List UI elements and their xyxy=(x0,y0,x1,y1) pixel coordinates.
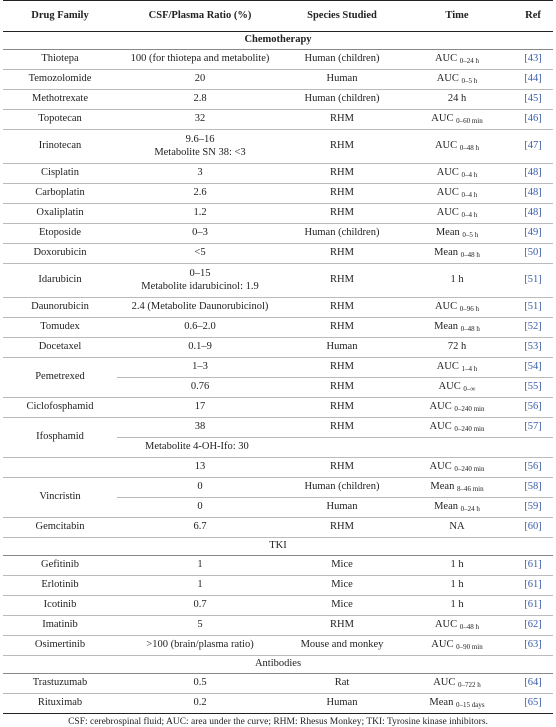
cell-ratio: Metabolite 4-OH-Ifo: 30 xyxy=(117,438,401,458)
cell-ratio: 17 xyxy=(117,398,283,418)
cell-time: AUC $_{0-240 min}$ xyxy=(401,398,513,418)
cell-ref xyxy=(513,70,553,90)
reference-link[interactable]: [55] xyxy=(524,381,542,393)
cell-drug: Rituximab xyxy=(3,694,117,714)
ratio-line: 0–15 xyxy=(189,268,211,279)
cell-drug: Icotinib xyxy=(3,596,117,616)
cell-ratio xyxy=(117,264,283,298)
cell-ref xyxy=(513,378,553,398)
cell-species: Human xyxy=(283,694,401,714)
reference-link[interactable]: [61] xyxy=(524,599,542,611)
table-row xyxy=(3,398,553,418)
cell-drug: Docetaxel xyxy=(3,338,117,358)
table-row xyxy=(3,90,553,110)
time-subscript: 0–24 h xyxy=(459,57,480,66)
cell-drug: Imatinib xyxy=(3,616,117,636)
cell-species: RHM xyxy=(283,298,401,318)
table-row xyxy=(3,616,553,636)
reference-link[interactable]: [43] xyxy=(524,53,542,65)
cell-time: AUC $_{0-24 h}$ xyxy=(401,50,513,70)
cell-time: AUC $_{0-\infty}$ xyxy=(401,378,513,398)
table-row xyxy=(3,556,553,576)
reference-link[interactable]: [48] xyxy=(524,207,542,219)
cell-ref xyxy=(513,556,553,576)
cell-ratio: 1 xyxy=(117,576,283,596)
reference-link[interactable]: [61] xyxy=(524,579,542,591)
reference-link[interactable]: [61] xyxy=(524,559,542,571)
table-row xyxy=(3,204,553,224)
cell-ref xyxy=(513,398,553,418)
reference-link[interactable]: [51] xyxy=(524,274,542,286)
time-subscript: 0–240 min xyxy=(454,465,485,474)
cell-ref xyxy=(513,636,553,656)
cell-species: RHM xyxy=(283,110,401,130)
header-drug-family: Drug Family xyxy=(3,1,117,32)
cell-time: AUC $_{0-722 h}$ xyxy=(401,674,513,694)
cell-ratio: 0–3 xyxy=(117,224,283,244)
reference-link[interactable]: [53] xyxy=(524,341,542,353)
cell-ref xyxy=(513,358,553,378)
cell-species: RHM xyxy=(283,358,401,378)
reference-link[interactable]: [48] xyxy=(524,187,542,199)
cell-ref xyxy=(513,224,553,244)
cell-ref xyxy=(513,90,553,110)
cell-ref xyxy=(513,576,553,596)
cell-species: RHM xyxy=(283,264,401,298)
reference-link[interactable]: [49] xyxy=(524,227,542,239)
cell-ref xyxy=(513,204,553,224)
cell-species: RHM xyxy=(283,204,401,224)
cell-time: AUC $_{0-5 h}$ xyxy=(401,70,513,90)
time-subscript: 0–48 h xyxy=(460,251,480,260)
cell-drug: Thiotepa xyxy=(3,50,117,70)
cell-species: Human xyxy=(283,498,401,518)
cell-time: AUC $_{0-48 h}$ xyxy=(401,616,513,636)
table-row xyxy=(3,576,553,596)
table-row xyxy=(3,596,553,616)
cell-species: Human (children) xyxy=(283,478,401,498)
cell-ref xyxy=(513,518,553,538)
cell-time: AUC $_{0-240 min}$ xyxy=(401,458,513,478)
cell-ratio: 2.8 xyxy=(117,90,283,110)
cell-ratio: 1 xyxy=(117,556,283,576)
header-ref: Ref xyxy=(513,1,553,32)
cell-ref xyxy=(513,478,553,498)
cell-species: Human xyxy=(283,338,401,358)
cell-time: Mean $_{0-48 h}$ xyxy=(401,318,513,338)
cell-drug: Irinotecan xyxy=(3,130,117,164)
reference-link[interactable]: [44] xyxy=(524,73,542,85)
cell-ratio: 32 xyxy=(117,110,283,130)
time-subscript: 1–4 h xyxy=(461,365,478,374)
cell-ratio: 0 xyxy=(117,498,283,518)
cell-species: Mice xyxy=(283,556,401,576)
cell-species: Mice xyxy=(283,576,401,596)
cell-time: Mean $_{8-46 min}$ xyxy=(401,478,513,498)
cell-ratio: 2.4 (Metabolite Daunorubicinol) xyxy=(117,298,283,318)
cell-species: Human xyxy=(283,70,401,90)
cell-time: 1 h xyxy=(401,576,513,596)
reference-link[interactable]: [63] xyxy=(524,639,542,651)
section-title: Chemotherapy xyxy=(3,32,553,50)
cell-ratio: 0 xyxy=(117,478,283,498)
table-body xyxy=(3,32,553,714)
cell-ref xyxy=(513,596,553,616)
cell-time: AUC $_{1-4 h}$ xyxy=(401,358,513,378)
cell-time: 24 h xyxy=(401,90,513,110)
reference-link[interactable]: [45] xyxy=(524,93,542,105)
table-row xyxy=(3,478,553,498)
cell-time: AUC $_{0-96 h}$ xyxy=(401,298,513,318)
cell-time: AUC $_{0-4 h}$ xyxy=(401,164,513,184)
reference-link[interactable]: [48] xyxy=(524,167,542,179)
section-row xyxy=(3,32,553,50)
cell-ref xyxy=(513,438,553,458)
section-title: Antibodies xyxy=(3,656,553,674)
cell-ref xyxy=(513,616,553,636)
cell-drug: Trastuzumab xyxy=(3,674,117,694)
cell-ref xyxy=(513,110,553,130)
cell-time xyxy=(401,438,513,458)
table-row xyxy=(3,244,553,264)
cell-time: AUC $_{0-60 min}$ xyxy=(401,110,513,130)
reference-link[interactable]: [51] xyxy=(524,301,542,313)
cell-time: AUC $_{0-90 min}$ xyxy=(401,636,513,656)
cell-drug xyxy=(3,458,117,478)
table-row xyxy=(3,298,553,318)
cell-time: 72 h xyxy=(401,338,513,358)
cell-ratio xyxy=(117,130,283,164)
table-row xyxy=(3,164,553,184)
reference-link[interactable]: [56] xyxy=(524,461,542,473)
header-row xyxy=(3,1,553,32)
table-row xyxy=(3,518,553,538)
cell-ratio: 2.6 xyxy=(117,184,283,204)
header-ratio: CSF/Plasma Ratio (%) xyxy=(117,1,283,32)
cell-species: RHM xyxy=(283,244,401,264)
table-row xyxy=(3,110,553,130)
table-row xyxy=(3,418,553,438)
cell-ratio: 20 xyxy=(117,70,283,90)
time-subscript: 0–48 h xyxy=(459,144,480,153)
section-row xyxy=(3,538,553,556)
cell-drug: Osimertinib xyxy=(3,636,117,656)
table-row xyxy=(3,318,553,338)
cell-drug: Methotrexate xyxy=(3,90,117,110)
drug-csf-table xyxy=(3,0,553,714)
cell-ref xyxy=(513,498,553,518)
table-row xyxy=(3,694,553,714)
cell-ref xyxy=(513,130,553,164)
reference-link[interactable]: [58] xyxy=(524,481,542,493)
cell-ratio: 0.2 xyxy=(117,694,283,714)
cell-ref xyxy=(513,298,553,318)
time-subscript: 0–∞ xyxy=(463,385,476,394)
cell-drug: Gefitinib xyxy=(3,556,117,576)
cell-drug: Ifosphamid xyxy=(3,418,117,458)
reference-link[interactable]: [47] xyxy=(524,140,542,152)
cell-ratio: 1–3 xyxy=(117,358,283,378)
cell-ref xyxy=(513,318,553,338)
time-subscript: 0–15 days xyxy=(455,701,485,710)
reference-link[interactable]: [60] xyxy=(524,521,542,533)
reference-link[interactable]: [65] xyxy=(524,697,542,709)
time-subscript: 0–722 h xyxy=(458,681,481,690)
time-subscript: 0–60 min xyxy=(456,117,483,126)
table-row xyxy=(3,636,553,656)
cell-species: RHM xyxy=(283,458,401,478)
table-row xyxy=(3,358,553,378)
cell-species: RHM xyxy=(283,164,401,184)
cell-species: RHM xyxy=(283,398,401,418)
time-subscript: 0–48 h xyxy=(460,325,480,334)
cell-species: Human (children) xyxy=(283,224,401,244)
ratio-line: Metabolite idarubicinol: 1.9 xyxy=(141,280,259,292)
table-row xyxy=(3,130,553,164)
cell-drug: Tomudex xyxy=(3,318,117,338)
cell-ref xyxy=(513,244,553,264)
section-row xyxy=(3,656,553,674)
reference-link[interactable]: [64] xyxy=(524,677,542,689)
table-row xyxy=(3,458,553,478)
cell-time: Mean $_{0-5 h}$ xyxy=(401,224,513,244)
table-footnote: CSF: cerebrospinal fluid; AUC: area under the curve; RHM: Rhesus Monkey; TKI: Tyrosine kinase inhibitors. xyxy=(68,717,488,727)
reference-link[interactable]: [52] xyxy=(524,321,542,333)
cell-drug: Ciclofosphamid xyxy=(3,398,117,418)
cell-ratio: 13 xyxy=(117,458,283,478)
table-row xyxy=(3,70,553,90)
cell-species: Mouse and monkey xyxy=(283,636,401,656)
header-species: Species Studied xyxy=(283,1,401,32)
cell-ref xyxy=(513,184,553,204)
cell-ref xyxy=(513,418,553,438)
reference-link[interactable]: [54] xyxy=(524,361,542,373)
table-row xyxy=(3,224,553,244)
section-title: TKI xyxy=(3,538,553,556)
cell-ref xyxy=(513,164,553,184)
cell-ref xyxy=(513,674,553,694)
table-row xyxy=(3,338,553,358)
cell-drug: Temozolomide xyxy=(3,70,117,90)
cell-ratio: 38 xyxy=(117,418,283,438)
cell-ratio: 3 xyxy=(117,164,283,184)
cell-ratio: 0.1–9 xyxy=(117,338,283,358)
table-row xyxy=(3,50,553,70)
cell-time: AUC $_{0-48 h}$ xyxy=(401,130,513,164)
cell-time: NA xyxy=(401,518,513,538)
time-subscript: 0–48 h xyxy=(459,623,480,632)
time-subscript: 0–5 h xyxy=(461,77,478,86)
time-subscript: 0–5 h xyxy=(462,231,479,240)
time-subscript: 0–24 h xyxy=(460,505,480,514)
cell-time: AUC $_{0-4 h}$ xyxy=(401,204,513,224)
cell-drug: Idarubicin xyxy=(3,264,117,298)
cell-ref xyxy=(513,264,553,298)
cell-drug: Oxaliplatin xyxy=(3,204,117,224)
cell-species: Human (children) xyxy=(283,50,401,70)
time-subscript: 0–4 h xyxy=(461,211,478,220)
cell-drug: Gemcitabin xyxy=(3,518,117,538)
cell-species: RHM xyxy=(283,518,401,538)
time-subscript: 8–46 min xyxy=(456,485,484,494)
time-subscript: 0–240 min xyxy=(454,405,485,414)
reference-link[interactable]: [62] xyxy=(524,619,542,631)
cell-species: Mice xyxy=(283,596,401,616)
table-row xyxy=(3,264,553,298)
cell-drug: Topotecan xyxy=(3,110,117,130)
cell-ref xyxy=(513,50,553,70)
time-subscript: 0–4 h xyxy=(461,171,478,180)
header-time: Time xyxy=(401,1,513,32)
cell-ref xyxy=(513,458,553,478)
time-subscript: 0–96 h xyxy=(459,305,480,314)
cell-species: RHM xyxy=(283,418,401,438)
cell-drug: Daunorubicin xyxy=(3,298,117,318)
cell-time: 1 h xyxy=(401,556,513,576)
ratio-line: Metabolite SN 38: <3 xyxy=(154,146,246,158)
cell-ratio: >100 (brain/plasma ratio) xyxy=(117,636,283,656)
cell-species: RHM xyxy=(283,616,401,636)
cell-time: 1 h xyxy=(401,264,513,298)
ratio-line: 9.6–16 xyxy=(185,134,215,145)
reference-link[interactable]: [46] xyxy=(524,113,542,125)
cell-time: AUC $_{0-240 min}$ xyxy=(401,418,513,438)
table-row xyxy=(3,674,553,694)
cell-species: RHM xyxy=(283,318,401,338)
cell-ratio: 0.6–2.0 xyxy=(117,318,283,338)
cell-ref xyxy=(513,694,553,714)
reference-link[interactable]: [50] xyxy=(524,247,542,259)
time-subscript: 0–240 min xyxy=(454,425,485,434)
cell-drug: Pemetrexed xyxy=(3,358,117,398)
cell-drug: Doxorubicin xyxy=(3,244,117,264)
reference-link[interactable]: [57] xyxy=(524,421,542,433)
cell-ratio: <5 xyxy=(117,244,283,264)
cell-time: Mean $_{0-24 h}$ xyxy=(401,498,513,518)
cell-time: Mean $_{0-15 days}$ xyxy=(401,694,513,714)
cell-ratio: 0.5 xyxy=(117,674,283,694)
time-subscript: 0–90 min xyxy=(456,643,483,652)
cell-species: Human (children) xyxy=(283,90,401,110)
cell-species: Rat xyxy=(283,674,401,694)
reference-link[interactable]: [56] xyxy=(524,401,542,413)
cell-drug: Erlotinib xyxy=(3,576,117,596)
cell-ratio: 5 xyxy=(117,616,283,636)
cell-ref xyxy=(513,338,553,358)
cell-time: AUC $_{0-4 h}$ xyxy=(401,184,513,204)
cell-species: RHM xyxy=(283,184,401,204)
cell-drug: Etoposide xyxy=(3,224,117,244)
cell-drug: Vincristin xyxy=(3,478,117,518)
cell-ratio: 1.2 xyxy=(117,204,283,224)
cell-ratio: 0.76 xyxy=(117,378,283,398)
cell-species: RHM xyxy=(283,130,401,164)
cell-species: RHM xyxy=(283,378,401,398)
cell-ratio: 0.7 xyxy=(117,596,283,616)
cell-time: Mean $_{0-48 h}$ xyxy=(401,244,513,264)
time-subscript: 0–4 h xyxy=(461,191,478,200)
cell-drug: Carboplatin xyxy=(3,184,117,204)
cell-ratio: 6.7 xyxy=(117,518,283,538)
cell-drug: Cisplatin xyxy=(3,164,117,184)
cell-ratio: 100 (for thiotepa and metabolite) xyxy=(117,50,283,70)
reference-link[interactable]: [59] xyxy=(524,501,542,513)
cell-time: 1 h xyxy=(401,596,513,616)
table-row xyxy=(3,184,553,204)
